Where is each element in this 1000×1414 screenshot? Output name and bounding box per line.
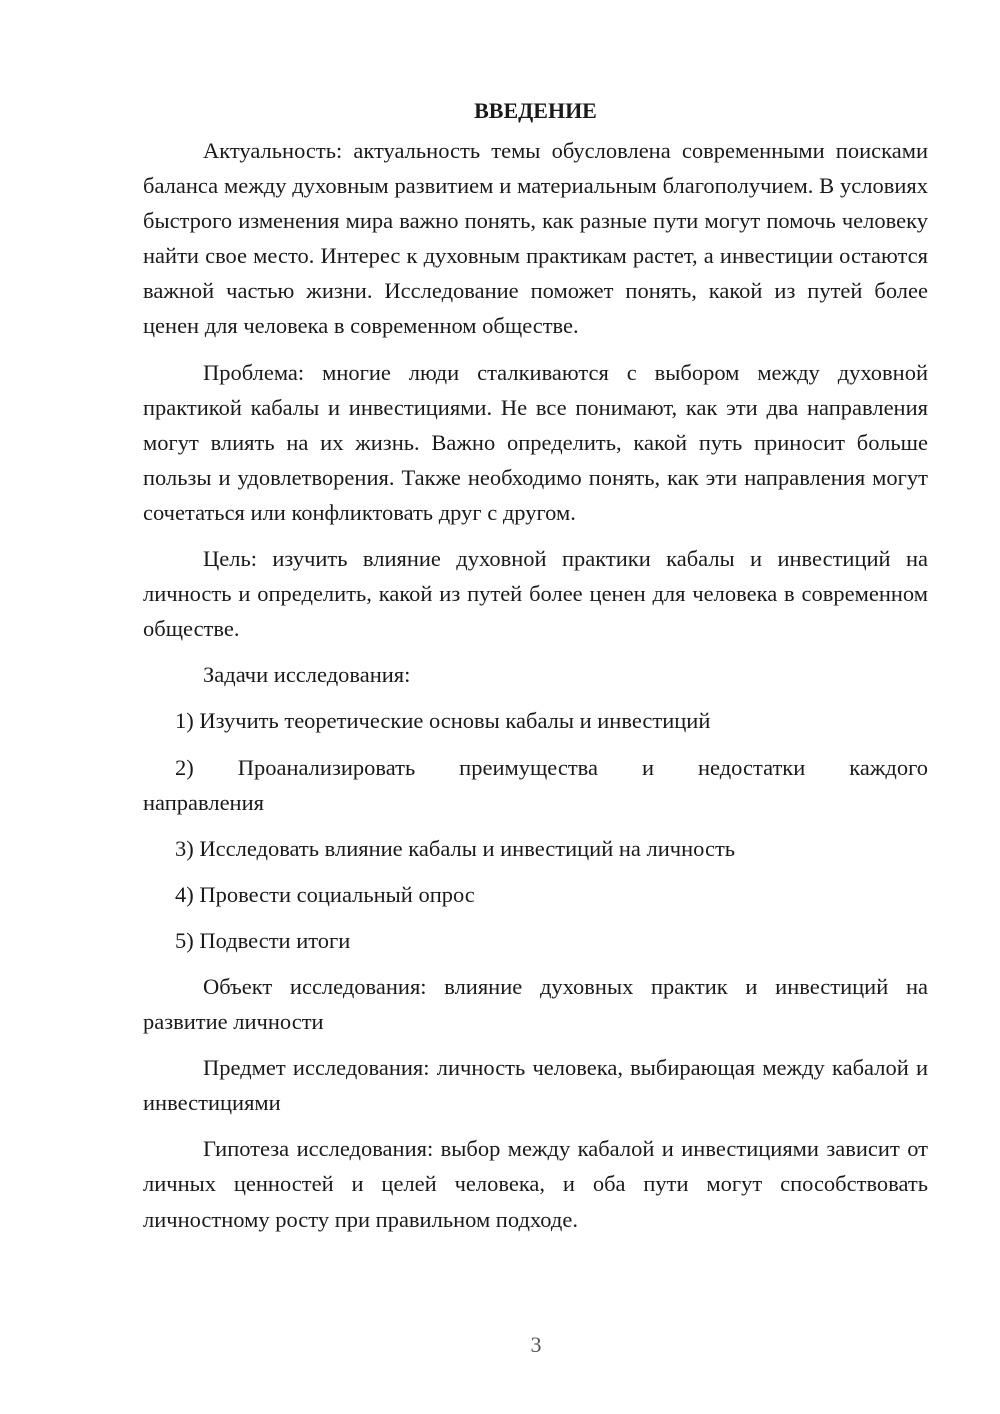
- page-number: 3: [530, 1332, 542, 1357]
- task-item-2-line-2: направления: [143, 789, 264, 815]
- task-item-4: 4) Провести социальный опрос: [175, 881, 475, 907]
- task-item-3: 3) Исследовать влияние кабалы и инвестиций на личность: [175, 835, 736, 861]
- subject-paragraph: Предмет исследования: личность человека, выбирающая между кабалой и инвестициями: [143, 1055, 928, 1116]
- task-item-2-line-1: 2) Проанализировать преимущества и недостатки каждого: [175, 754, 928, 780]
- goal-paragraph: Цель: изучить влияние духовной практики кабалы и инвестиций на личность и определить, какой из путей более ценен для человека в современном обществе.: [143, 546, 928, 642]
- task-item-2: [143, 750, 928, 820]
- document-page: [143, 92, 928, 1248]
- hypothesis-paragraph: Гипотеза исследования: выбор между кабалой и инвестициями зависит от личных ценностей и целей человека, и оба пути могут способствовать личностному росту при правильном подходе.: [143, 1136, 928, 1232]
- task-item-1: 1) Изучить теоретические основы кабалы и инвестиций: [175, 708, 711, 734]
- relevance-paragraph: Актуальность: актуальность темы обусловлена современными поисками баланса между духовным развитием и материальным благополучием. В условиях быстрого изменения мира важно понять, как разные пути могут помочь человеку найти свое место. Интерес к духовным практикам растет, а инвестиции остаются важной частью жизни. Исследование поможет понять, какой из путей более ценен для человека в современном обществе.: [143, 138, 928, 339]
- tasks-heading: Задачи исследования:: [203, 662, 411, 688]
- task-item-5: 5) Подвести итоги: [175, 927, 351, 953]
- problem-paragraph: Проблема: многие люди сталкиваются с выбором между духовной практикой кабалы и инвестициями. Не все понимают, как эти два направления могут влиять на их жизнь. Важно определить, какой путь приносит больше пользы и удовлетворения. Также необходимо понять, как эти направления могут сочетаться или конфликтовать друг с другом.: [143, 359, 928, 525]
- object-paragraph: Объект исследования: влияние духовных практик и инвестиций на развитие личности: [143, 973, 928, 1035]
- page-title: ВВЕДЕНИЕ: [474, 98, 597, 123]
